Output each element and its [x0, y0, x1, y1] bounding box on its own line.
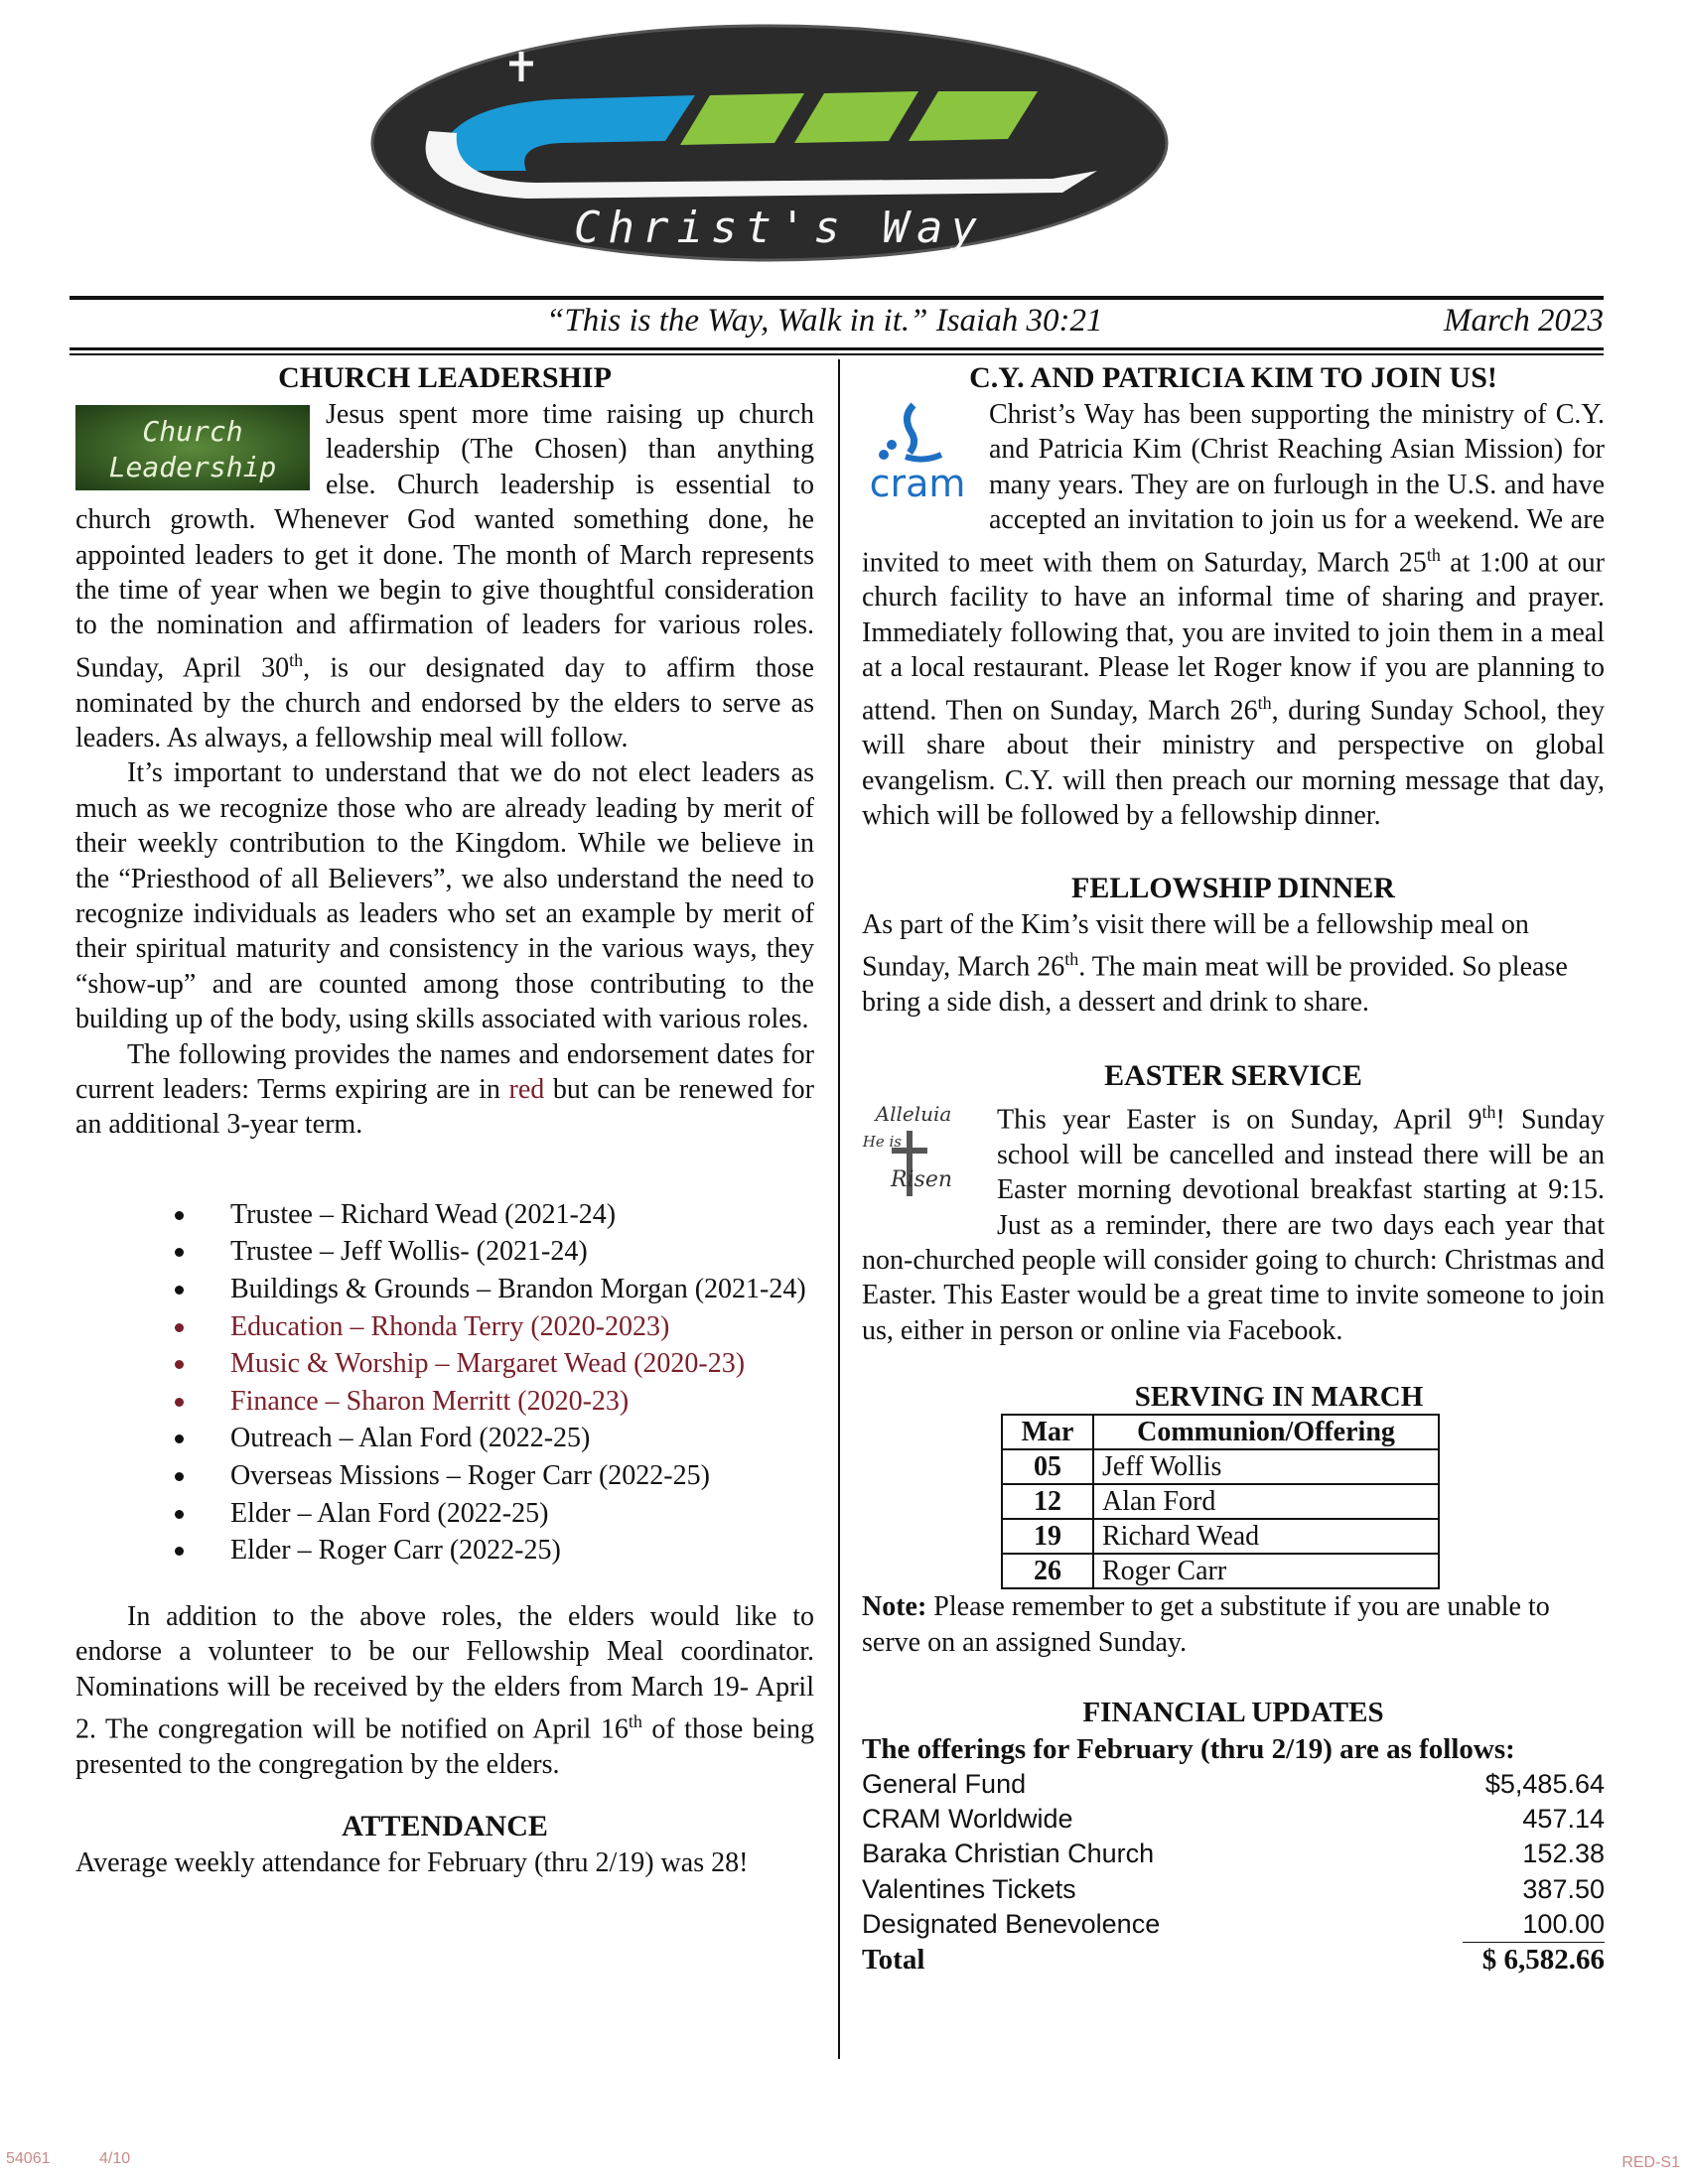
financial-amount: 152.38 [1522, 1839, 1605, 1869]
bullet-icon [175, 1360, 184, 1369]
financial-label: CRAM Worldwide [862, 1804, 1073, 1835]
leader-item: Buildings & Grounds – Brandon Morgan (2021-24) [175, 1271, 814, 1308]
bullet-icon [175, 1434, 184, 1443]
serving-name: Jeff Wollis [1093, 1449, 1439, 1484]
bullet-icon [175, 1510, 184, 1519]
leader-item: Elder – Alan Ford (2022-25) [175, 1495, 814, 1533]
bullet-icon [175, 1398, 184, 1407]
easter-text: This year Easter is on Sunday, April 9th! Sunday school will be cancelled and instead there will be an Easter morning devotional breakfast starting at 9:15. Just as a reminder, there are two days each year that non-churched people will consider going to church: Christmas and Easter. This Easter would be a great time to invite someone to join us, either in person or online via Facebook. [862, 1102, 1605, 1346]
footer-code-1: 54061 [6, 2150, 51, 2167]
financial-total [862, 1943, 1605, 1978]
header-rule-bottom-2 [70, 353, 1604, 355]
financial-amount: 457.14 [1522, 1804, 1605, 1835]
image-caption-2: Leadership [108, 451, 277, 483]
leadership-paragraph-2: It’s important to understand that we do not elect leaders as much as we recognize those who are already leading by merit of their weekly contribution to the Kingdom. While we believe in the “Priesthood of all Believers”, we also understand the need to recognize individuals as leaders who set an example by merit of their spiritual maturity and consistency in the various ways, they “show-up” and are counted among those contributing to the building up of the body, using skills associated with various roles. [75, 757, 814, 1035]
financial-heading: FINANCIAL UPDATES [1082, 1697, 1384, 1729]
bullet-icon [175, 1286, 184, 1295]
bullet-icon [175, 1472, 184, 1481]
leader-item: Overseas Missions – Roger Carr (2022-25) [175, 1457, 814, 1495]
easter-image-text-3: Risen [890, 1167, 953, 1193]
scripture-quote: “This is the Way, Walk in it.” Isaiah 30:21 [546, 303, 1103, 339]
leader-item: Finance – Sharon Merritt (2020-23) [175, 1383, 814, 1421]
financial-label: General Fund [862, 1769, 1027, 1800]
serving-note: Note: Please remember to get a substitute if you are unable to serve on an assigned Sunday. [862, 1591, 1550, 1658]
leader-item: Music & Worship – Margaret Wead (2020-23) [175, 1345, 814, 1383]
footer-code-2: 4/10 [99, 2150, 131, 2167]
financial-row [862, 1907, 1605, 1943]
serving-row [1002, 1449, 1439, 1484]
dinner-heading: FELLOWSHIP DINNER [1071, 871, 1395, 904]
leadership-heading: CHURCH LEADERSHIP [278, 361, 612, 394]
bullet-icon [175, 1547, 184, 1556]
financial-label: Designated Benevolence [862, 1908, 1161, 1939]
financial-row [862, 1872, 1605, 1907]
leader-item: Outreach – Alan Ford (2022-25) [175, 1420, 814, 1457]
christs-way-logo [367, 22, 1172, 265]
column-divider [838, 359, 840, 2059]
financial-row [862, 1802, 1605, 1837]
financial-amount: $5,485.64 [1484, 1769, 1605, 1800]
attendance-text: Average weekly attendance for February (thru 2/19) was 28! [75, 1847, 749, 1879]
financial-label: Valentines Tickets [862, 1873, 1076, 1904]
leader-item: Education – Rhonda Terry (2020-2023) [175, 1308, 814, 1346]
header-rule-bottom-1 [70, 347, 1604, 350]
serving-row [1002, 1484, 1439, 1519]
serving-name: Richard Wead [1093, 1519, 1439, 1554]
leadership-paragraph-1: Jesus spent more time raising up church leadership (The Chosen) than anything else. Church leadership is essential to church growth. Whenever God wanted something done, he appointed leaders to get it done. The month of March represents the time of year when we begin to give thoughtful consideration to the nomination and affirmation of leaders for various roles. Sunday, April 30th, is our designated day to affirm those nominated by the church and endorsed by the elders to serve as leaders. As always, a fellowship meal will follow. [75, 399, 814, 753]
financial-row [862, 1767, 1605, 1802]
image-caption-1: Church [142, 415, 243, 448]
leader-item: Trustee – Jeff Wollis- (2021-24) [175, 1233, 814, 1271]
financial-total-amount: $ 6,582.66 [1481, 1944, 1605, 1977]
kim-heading: C.Y. AND PATRICIA KIM TO JOIN US! [969, 361, 1497, 394]
serving-row [1002, 1554, 1439, 1588]
header-rule-top [70, 296, 1604, 300]
financial-side-rule [842, 1906, 844, 2060]
financial-label: Baraka Christian Church [862, 1839, 1155, 1869]
leadership-paragraph-3: The following provides the names and endorsement dates for current leaders: Terms expiring are in red but can be renewed for an additional 3-year term. [75, 1038, 815, 1141]
serving-day: 19 [1002, 1519, 1093, 1554]
leader-item: Trustee – Richard Wead (2021-24) [175, 1196, 814, 1234]
left-column [75, 359, 814, 1881]
financial-amount: 387.50 [1522, 1873, 1605, 1904]
logo-text: Christ's Way [574, 203, 985, 253]
attendance-heading: ATTENDANCE [342, 1810, 548, 1843]
issue-date: March 2023 [1443, 303, 1604, 339]
serving-table [1001, 1414, 1440, 1589]
financial-subheading: The offerings for February (thru 2/19) are as follows: [862, 1733, 1515, 1766]
bullet-icon [175, 1211, 184, 1220]
financial-total-label: Total [862, 1944, 925, 1977]
leadership-paragraph-4: In addition to the above roles, the elders would like to endorse a volunteer to be our Fellowship Meal coordinator. Nominations will be received by the elders from March 19- April 2. The congregation will be notified on April 16th of those being presented to the congregation by the elders. [75, 1600, 814, 1780]
serving-row [1002, 1519, 1439, 1554]
serving-day: 26 [1002, 1554, 1093, 1588]
easter-image-text-1: Alleluia [875, 1102, 952, 1127]
bullet-icon [175, 1248, 184, 1257]
financial-row [862, 1837, 1605, 1871]
bullet-icon [175, 1323, 184, 1332]
financial-amount: 100.00 [1463, 1907, 1605, 1943]
kim-paragraph: Christ’s Way has been supporting the ministry of C.Y. and Patricia Kim (Christ Reaching Asian Mission) for many years. They are on furlough in the U.S. and have accepted an invitation to join us for a weekend. We are invited to meet with them on Saturday, March 25th at 1:00 at our church facility to have an informal time of sharing and prayer. Immediately following that, you are invited to join them in a meal at a local restaurant. Please let Roger know if you are planning to attend. Then on Sunday, March 26th, during Sunday School, they will share about their ministry and perspective on global evangelism. C.Y. will then preach our morning message that day, which will be followed by a fellowship dinner. [862, 399, 1606, 832]
right-column [862, 359, 1605, 1978]
footer-code-3: RED-S1 [1621, 2154, 1680, 2171]
cram-logo-text: cram [869, 462, 966, 504]
dinner-text: As part of the Kim’s visit there will be a fellowship meal on Sunday, March 26th. The main meat will be provided. So please bring a side dish, a dessert and drink to share. [862, 908, 1568, 1018]
easter-image-text-2: He is [862, 1133, 902, 1152]
serving-col-mar: Mar [1002, 1415, 1093, 1449]
serving-col-role: Communion/Offering [1093, 1415, 1439, 1449]
cram-logo [862, 397, 973, 504]
easter-heading: EASTER SERVICE [1104, 1059, 1362, 1093]
serving-day: 05 [1002, 1449, 1093, 1484]
financial-table [862, 1767, 1605, 1943]
leader-list [75, 1196, 814, 1570]
tagline-bar [70, 303, 1604, 346]
serving-name: Roger Carr [1093, 1554, 1439, 1588]
alleluia-he-is-risen-image [862, 1099, 981, 1208]
serving-name: Alan Ford [1093, 1484, 1439, 1519]
church-leadership-image [75, 405, 310, 490]
leader-item: Elder – Roger Carr (2022-25) [175, 1532, 814, 1570]
serving-heading: SERVING IN MARCH [1134, 1381, 1424, 1414]
serving-day: 12 [1002, 1484, 1093, 1519]
